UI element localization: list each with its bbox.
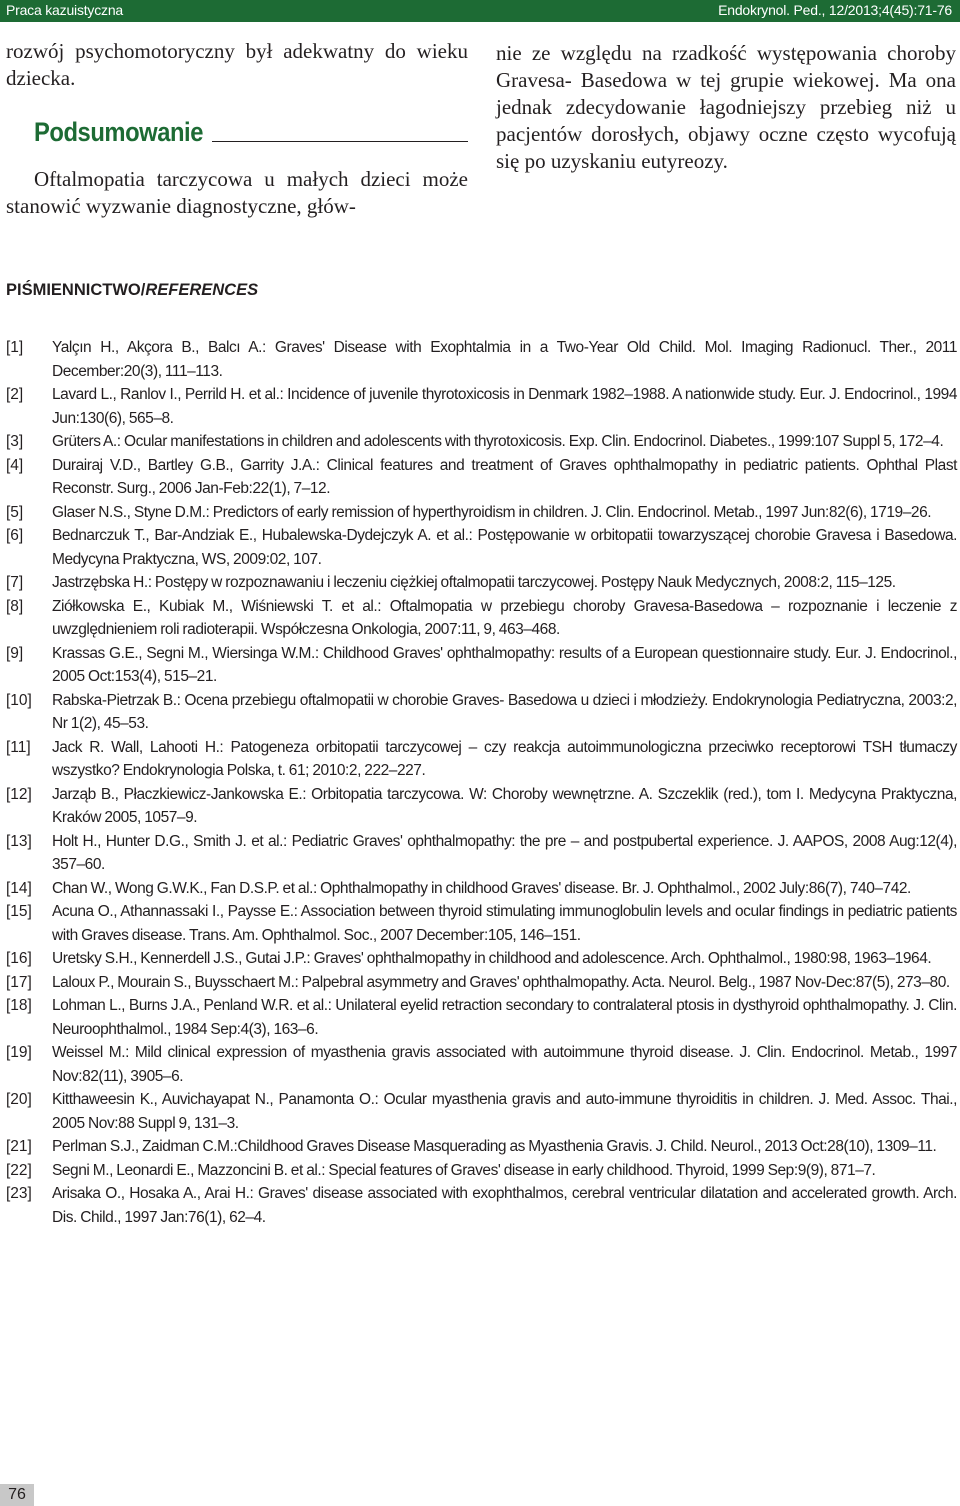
reference-number: [11] xyxy=(6,738,31,756)
reference-item xyxy=(6,524,957,571)
references-title-italic: REFERENCES xyxy=(145,281,259,299)
reference-number: [10] xyxy=(6,691,32,709)
reference-text: Arisaka O., Hosaka A., Arai H.: Graves' disease associated with exophthalmos, cerebral ventricular dilatation and accelerated growth. Arch. Dis. Child., 1997 Jan:76(1), 62–4. xyxy=(52,1185,957,1226)
reference-item xyxy=(6,689,957,736)
reference-list xyxy=(6,336,957,1229)
reference-text: Chan W., Wong G.W.K., Fan D.S.P. et al.: Ophthalmopathy in childhood Graves' disease. Br. J. Ophthalmol., 2002 July:86(7), 740–742. xyxy=(52,879,911,897)
reference-number: [14] xyxy=(6,879,32,897)
reference-item xyxy=(6,383,957,430)
reference-text: Lohman L., Burns J.A., Penland W.R. et al.: Unilateral eyelid retraction secondary to contralateral ptosis in dysthyroid ophthalmopathy. J. Clin. Neuroophthalmol., 1984 Sep:4(3), 163–6. xyxy=(52,997,957,1038)
reference-item xyxy=(6,736,957,783)
reference-item xyxy=(6,971,957,995)
reference-text: Glaser N.S., Styne D.M.: Predictors of early remission of hyperthyroidism in children. J. Clin. Endocrinol. Metab., 1997 Jun:82(6), 1719–26. xyxy=(52,503,932,521)
reference-number: [17] xyxy=(6,973,32,991)
reference-number: [19] xyxy=(6,1044,32,1061)
right-column xyxy=(496,40,956,175)
reference-text: Rabska-Pietrzak B.: Ocena przebiegu oftalmopatii w chorobie Graves- Basedowa u dzieci i młodzieży. Endokrynologia Pediatryczna, 2003:2, Nr 1(2), 45–53. xyxy=(52,691,957,732)
reference-number: [4] xyxy=(6,456,24,474)
reference-item xyxy=(6,1182,957,1229)
summary-paragraph: Oftalmopatia tarczycowa u małych dzieci może stanowić wyzwanie diagnostyczne, głów- xyxy=(6,167,468,218)
continuation-text: rozwój psychomotoryczny był adekwatny do wieku dziecka. xyxy=(6,39,468,90)
reference-item xyxy=(6,1088,957,1135)
article-type: Praca kazuistyczna xyxy=(6,2,124,18)
reference-item xyxy=(6,454,957,501)
reference-item xyxy=(6,336,957,383)
reference-text: Kitthaweesin K., Auvichayapat N., Panamonta O.: Ocular myasthenia gravis and auto-immune thyroiditis in children. J. Med. Assoc. Thai., 2005 Nov:88 Suppl 9, 131–3. xyxy=(52,1091,957,1132)
left-column xyxy=(6,38,468,220)
reference-number: [8] xyxy=(6,597,24,615)
reference-item xyxy=(6,783,957,830)
reference-number: [2] xyxy=(6,386,24,403)
reference-text: Grüters A.: Ocular manifestations in children and adolescents with thyrotoxicosis. Exp. Clin. Endocrinol. Diabetes., 1999:107 Suppl 5, 172–4. xyxy=(52,433,944,450)
reference-item xyxy=(6,900,957,947)
reference-text: Durairaj V.D., Bartley G.B., Garrity J.A.: Clinical features and treatment of Graves ophthalmopathy in pediatric patients. Ophthal Plast Reconstr. Surg., 2006 Jan-Feb:22(1), 7–12. xyxy=(52,456,957,497)
section-title: Podsumowanie xyxy=(34,117,203,147)
reference-text: Perlman S.J., Zaidman C.M.:Childhood Graves Disease Masquerading as Myasthenia Gravis. J. Child. Neurol., 2013 Oct:28(10), 1309–11. xyxy=(52,1138,937,1155)
reference-text: Ziółkowska E., Kubiak M., Wiśniewski T. et al.: Oftalmopatia w przebiegu choroby Gravesa-Basedowa – rozpoznanie i leczenie z uwzględnieniem roli radioterapii. Współczesna Onkologia, 2007:11, 9, 463–468. xyxy=(52,597,957,638)
reference-item xyxy=(6,994,957,1041)
reference-number: [3] xyxy=(6,433,24,450)
reference-text: Holt H., Hunter D.G., Smith J. et al.: Pediatric Graves' ophthalmopathy: the pre – and postpubertal experience. J. AAPOS, 2008 Aug:12(4), 357–60. xyxy=(52,832,957,873)
summary-paragraph-continued: nie ze względu na rzadkość występowania choroby Gravesa- Basedowa w tej grupie wiekowej. Ma ona jednak zdecydowanie łagodniejszy przebieg niż u pacjentów dorosłych, objawy oczne często wycofują się po uzyskaniu eutyreozy. xyxy=(496,41,956,173)
reference-text: Weissel M.: Mild clinical expression of myasthenia gravis associated with autoimmune thyroid disease. J. Clin. Endocrinol. Metab., 1997 Nov:82(11), 3905–6. xyxy=(52,1044,957,1085)
reference-item xyxy=(6,571,957,595)
reference-item xyxy=(6,1041,957,1088)
reference-item xyxy=(6,642,957,689)
reference-item xyxy=(6,595,957,642)
reference-item xyxy=(6,947,957,971)
reference-text: Krassas G.E., Segni M., Wiersinga W.M.: Childhood Graves' ophthalmopathy: results of a European questionnaire study. Eur. J. Endocrinol., 2005 Oct:153(4), 515–21. xyxy=(52,644,957,685)
reference-text: Bednarczuk T., Bar-Andziak E., Hubalewska-Dydejczyk A. et al.: Postępowanie w orbitopatii towarzyszącej chorobie Gravesa i Basedowa. Medycyna Praktyczna, WS, 2009:02, 107. xyxy=(52,527,957,568)
journal-citation: Endokrynol. Ped., 12/2013;4(45):71-76 xyxy=(718,2,952,18)
reference-number: [12] xyxy=(6,785,32,803)
reference-number: [16] xyxy=(6,950,32,967)
reference-text: Lavard L., Ranlov I., Perrild H. et al.: Incidence of juvenile thyrotoxicosis in Denmark 1982–1988. A nationwide study. Eur. J. Endocrinol., 1994 Jun:130(6), 565–8. xyxy=(52,386,957,427)
reference-number: [22] xyxy=(6,1161,32,1179)
reference-number: [9] xyxy=(6,644,24,662)
reference-text: Jastrzębska H.: Postępy w rozpoznawaniu i leczeniu ciężkiej oftalmopatii tarczycowej. Postępy Nauk Medycznych, 2008:2, 115–125. xyxy=(52,574,896,591)
heading-rule xyxy=(212,141,468,142)
reference-item xyxy=(6,1135,957,1159)
reference-text: Uretsky S.H., Kennerdell J.S., Gutai J.P.: Graves' ophthalmopathy in childhood and adolescence. Arch. Ophthalmol., 1980:98, 1963–1964. xyxy=(52,950,932,967)
page-number: 76 xyxy=(0,1484,34,1506)
running-header xyxy=(0,0,960,22)
reference-number: [21] xyxy=(6,1138,32,1155)
reference-number: [5] xyxy=(6,503,24,521)
reference-number: [1] xyxy=(6,339,24,356)
reference-item xyxy=(6,1159,957,1183)
reference-number: [15] xyxy=(6,903,32,920)
reference-item xyxy=(6,430,957,454)
reference-number: [18] xyxy=(6,997,32,1014)
reference-number: [20] xyxy=(6,1091,32,1108)
reference-number: [7] xyxy=(6,574,24,591)
reference-number: [13] xyxy=(6,832,32,850)
reference-text: Yalçın H., Akçora B., Balcı A.: Graves' Disease with Exophtalmia in a Two-Year Old Child. Mol. Imaging Radionucl. Ther., 2011 December:20(3), 111–113. xyxy=(52,339,957,380)
reference-number: [23] xyxy=(6,1185,32,1202)
reference-text: Jack R. Wall, Lahooti H.: Patogeneza orbitopatii tarczycowej – czy reakcja autoimmunologiczna przeciwko receptorowi TSH tłumaczy wszystko? Endokrynologia Polska, t. 61; 2010:2, 222–227. xyxy=(52,738,957,779)
reference-text: Laloux P., Mourain S., Buysschaert M.: Palpebral asymmetry and Graves' ophthalmopathy. Acta. Neurol. Belg., 1987 Nov-Dec:87(5), 273–80. xyxy=(52,973,950,991)
reference-item xyxy=(6,830,957,877)
references-heading xyxy=(6,281,258,300)
reference-item xyxy=(6,501,957,525)
reference-text: Acuna O., Athannassaki I., Paysse E.: Association between thyroid stimulating immunoglobulin levels and ocular findings in pediatric patients with Graves disease. Trans. Am. Ophthalmol. Soc., 2007 December:105, 146–151. xyxy=(52,903,957,944)
section-heading xyxy=(34,119,468,146)
references-title-main: PIŚMIENNICTWO/ xyxy=(6,281,146,299)
reference-text: Jarząb B., Płaczkiewicz-Jankowska E.: Orbitopatia tarczycowa. W: Choroby wewnętrzne. A. Szczeklik (red.), tom I. Medycyna Praktyczna, Kraków 2005, 1057–9. xyxy=(52,785,957,826)
reference-text: Segni M., Leonardi E., Mazzoncini B. et al.: Special features of Graves' disease in early childhood. Thyroid, 1999 Sep:9(9), 871–7. xyxy=(52,1161,876,1179)
reference-number: [6] xyxy=(6,527,24,544)
reference-item xyxy=(6,877,957,901)
